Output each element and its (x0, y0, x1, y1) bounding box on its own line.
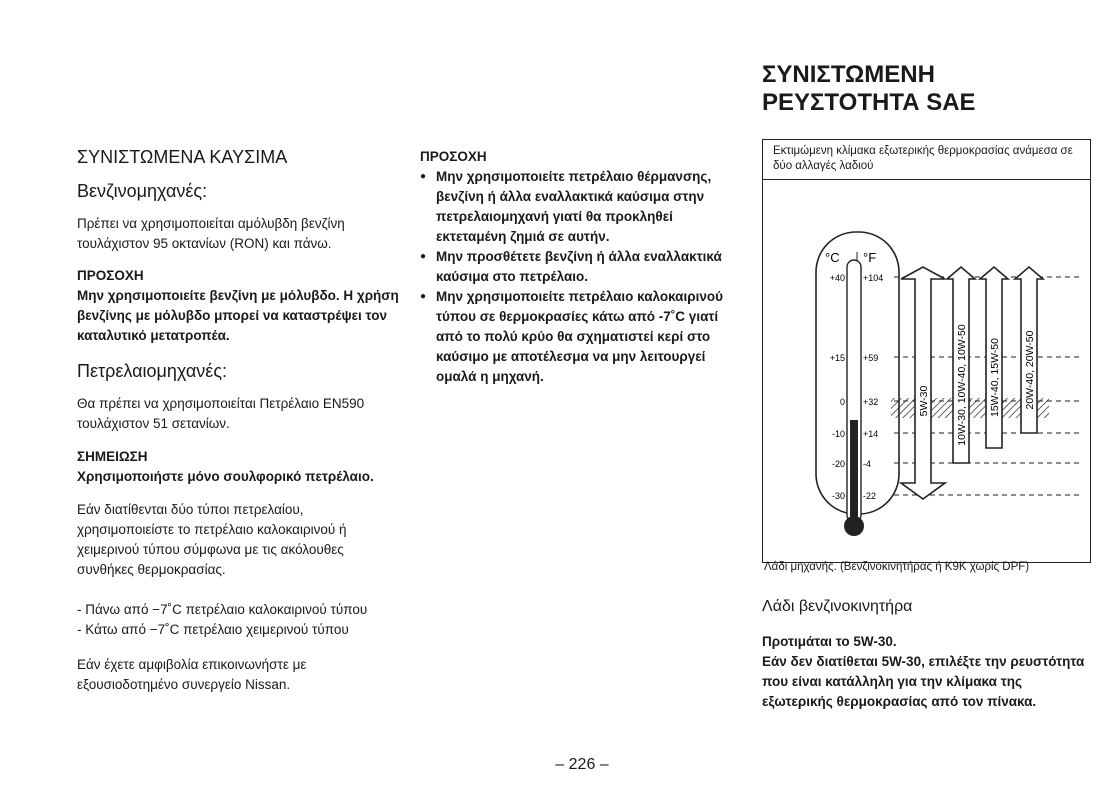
caution-bullet-1: ● Μην χρησιμοποιείτε πετρέλαιο θέρμανσης, βενζίνη ή άλλα εναλλακτικά καύσιμα στην πετρελαιομηχανή γιατί θα προκληθεί εκτεταμένη ζημιά σε αυτήν. (420, 167, 745, 247)
caution-list (420, 167, 745, 387)
fahrenheit-tick: +104 (863, 273, 884, 283)
advice-text: Εάν δεν διατίθεται 5W-30, επιλέξτε την ρευστότητα που είναι κατάλληλη για την κλίμακα της εξωτερικής θερμοκρασίας από τον πίνακα. (762, 654, 1085, 709)
celsius-tick: +40 (829, 273, 845, 283)
preferred-text: Προτιμάται το 5W-30. (762, 634, 897, 649)
celsius-tick: -10 (831, 429, 845, 439)
unit-celsius: °C (825, 250, 840, 265)
chart-marks (891, 267, 1049, 499)
caution-text-1: Μην χρησιμοποιείτε βενζίνη με μόλυβδο. Η χρήση βενζίνης με μόλυβδο μπορεί να καταστρέψει τον καταλυτικό μετατροπέα. (77, 288, 399, 343)
chart-header: Εκτιμώμενη κλίμακα εξωτερικής θερμοκρασίας ανάμεσα σε δύο αλλαγές λαδιού (763, 140, 1090, 180)
petrol-oil-heading: Λάδι βενζινοκινητήρα (762, 598, 913, 615)
fahrenheit-tick: +59 (863, 353, 879, 363)
grade-arrow (901, 267, 945, 499)
chart-svg (763, 140, 1092, 564)
grade-label: 20W-40, 20W-50 (1024, 330, 1036, 410)
fahrenheit-tick: +14 (863, 429, 879, 439)
below-line: - Κάτω από −7˚C πετρέλαιο χειμερινού τύπου (77, 622, 349, 637)
chart-caption: Λάδι μηχανής. (Βενζινοκινητήρας ή K9K χωρίς DPF) (764, 561, 1030, 573)
unit-fahrenheit: °F (863, 250, 877, 265)
caution-label-1: ΠΡΟΣΟΧΗ (77, 268, 144, 283)
sae-heading-line2: ΡΕΥΣΤΟΤΗΤΑ SAE (762, 89, 976, 116)
diesel-heading: Πετρελαιομηχανές: (77, 361, 227, 381)
diesel-text: Θα πρέπει να χρησιμοποιείται Πετρέλαιο EN590 τουλάχιστον 51 σετανίων. (77, 396, 365, 431)
doubt-text: Εάν έχετε αμφιβολία επικοινωνήστε με εξουσιοδοτημένο συνεργείο Nissan. (77, 657, 307, 692)
fahrenheit-tick: -4 (863, 459, 872, 469)
celsius-tick: 0 (839, 397, 845, 407)
caution-bullet-2: ● Μην προσθέτετε βενζίνη ή άλλα εναλλακτικά καύσιμα στο πετρέλαιο. (420, 247, 745, 287)
page-number (0, 756, 1118, 774)
petrol-text: Πρέπει να χρησιμοποιείται αμόλυβδη βενζίνη τουλάχιστον 95 οκτανίων (RON) και πάνω. (77, 216, 345, 251)
note-label: ΣΗΜΕΙΩΣΗ (77, 449, 148, 464)
caution-label-2: ΠΡΟΣΟΧΗ (420, 149, 487, 164)
viscosity-chart (762, 139, 1091, 563)
note-text: Χρησιμοποιήστε μόνο σουλφορικό πετρέλαιο. (77, 469, 374, 484)
grade-label: 10W-30, 10W-40, 10W-50 (956, 324, 968, 446)
fuel-heading-text: ΣΥΝΙΣΤΩΜΕΝΑ ΚΑΥΣΙΜΑ (77, 147, 288, 167)
celsius-tick: +15 (829, 353, 845, 363)
celsius-tick: -30 (831, 491, 845, 501)
grade-label: 5W-30 (918, 385, 930, 417)
page-number-text: – 226 – (555, 756, 609, 773)
fuel-heading (77, 147, 402, 169)
two-types-text: Εάν διατίθενται δύο τύποι πετρελαίου, χρησιμοποιείστε το πετρέλαιο καλοκαιρινού ή χειμερινού τύπου σύμφωνα με τις ακόλουθες συνθήκες θερμοκρασίας. (77, 502, 347, 577)
above-line: - Πάνω από −7˚C πετρέλαιο καλοκαιρινού τύπου (77, 602, 368, 617)
grade-label: 15W-40, 15W-50 (989, 338, 1001, 417)
petrol-heading: Βενζινομηχανές: (77, 181, 208, 201)
thermometer-mercury (850, 420, 858, 524)
celsius-tick: -20 (831, 459, 845, 469)
fahrenheit-tick: -22 (863, 491, 877, 501)
sae-heading-line1: ΣΥΝΙΣΤΩΜΕΝΗ (762, 61, 935, 88)
caution-bullet-3: ● Μην χρησιμοποιείτε πετρέλαιο καλοκαιρινού τύπου σε θερμοκρασίες κάτω από -7˚C γιατί από το πολύ κρύο θα σχηματιστεί κερί στο καύσιμο με αποτέλεσμα να μην λειτουργεί ομαλά η μηχανή. (420, 287, 745, 387)
fahrenheit-tick: +32 (863, 397, 879, 407)
